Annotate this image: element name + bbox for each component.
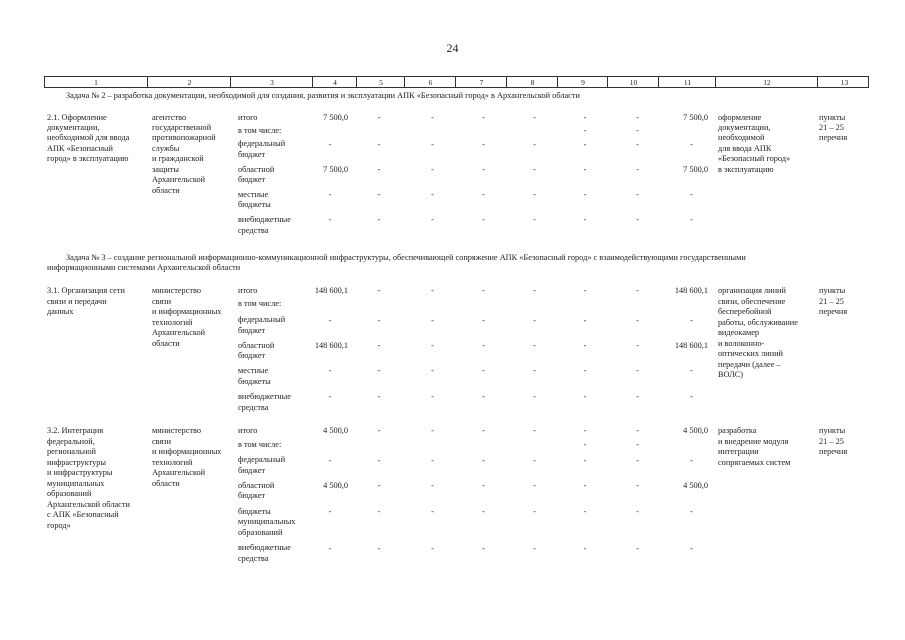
- source-extra-label: средства: [238, 403, 269, 412]
- measure-line: 3.1. Организация сети: [47, 286, 125, 295]
- dash: -: [583, 316, 587, 325]
- header-col-7: 7: [455, 77, 507, 88]
- measure-line: региональной: [47, 447, 96, 456]
- dash: -: [690, 215, 693, 224]
- dash: -: [583, 456, 587, 465]
- measure-line: муниципальных: [47, 479, 105, 488]
- dash: -: [583, 126, 587, 135]
- dash: -: [636, 126, 639, 135]
- dash: -: [583, 507, 587, 516]
- dash: -: [533, 113, 536, 122]
- dash: -: [636, 392, 639, 401]
- ref-line: 21 – 25: [819, 297, 844, 306]
- source-federal-label: федеральный: [238, 139, 286, 148]
- executor-line: технологий: [152, 458, 193, 467]
- dash: -: [636, 140, 639, 149]
- source-incl-label: в том числе:: [238, 299, 282, 308]
- dash: -: [636, 316, 639, 325]
- total-col11: 7 500,0: [683, 113, 708, 122]
- dash: -: [328, 456, 332, 465]
- source-local-label: бюджеты: [238, 200, 271, 209]
- source-regional-label: областной: [238, 341, 275, 350]
- result-line: работы, обслуживание: [718, 318, 798, 327]
- measure-line: инфраструктуры: [47, 458, 106, 467]
- result-line: для ввода АПК: [718, 144, 772, 153]
- dash: -: [636, 215, 639, 224]
- dash: -: [636, 456, 639, 465]
- header-col-5: 5: [356, 77, 405, 88]
- executor-line: и гражданской: [152, 154, 204, 163]
- regional-col11: 7 500,0: [683, 165, 708, 174]
- executor-line: службы: [152, 144, 180, 153]
- dash: -: [482, 140, 485, 149]
- source-total-label: итого: [238, 113, 258, 122]
- result-line: связи, обеспечение: [718, 297, 786, 306]
- dash: -: [690, 190, 693, 199]
- dash: -: [533, 215, 536, 224]
- dash: -: [636, 544, 639, 553]
- dash: -: [533, 140, 536, 149]
- dash: -: [533, 481, 536, 490]
- dash: -: [583, 440, 587, 449]
- source-incl-label: в том числе:: [238, 126, 282, 135]
- dash: -: [533, 507, 536, 516]
- dash: -: [377, 341, 381, 350]
- executor-line: технологий: [152, 318, 193, 327]
- result-line: интеграции: [718, 447, 759, 456]
- dash: -: [482, 190, 485, 199]
- dash: -: [377, 113, 381, 122]
- dash: -: [377, 456, 381, 465]
- executor-line: связи: [152, 437, 172, 446]
- dash: -: [583, 140, 587, 149]
- dash: -: [431, 215, 434, 224]
- dash: -: [583, 366, 587, 375]
- measure-line: 3.2. Интеграция: [47, 426, 104, 435]
- regional-value: 148 600,1: [314, 341, 348, 350]
- task-3-title-cont: информационными системами Архангельской области: [47, 263, 241, 272]
- result-line: и волоконно-: [718, 339, 765, 348]
- dash: -: [482, 366, 485, 375]
- dash: -: [377, 544, 381, 553]
- result-line: «Безопасный город»: [718, 154, 791, 163]
- dash: -: [583, 544, 587, 553]
- ref-line: перечня: [819, 447, 848, 456]
- dash: -: [328, 366, 332, 375]
- dash: -: [690, 140, 693, 149]
- total-col11: 4 500,0: [683, 426, 708, 435]
- header-col-4: 4: [312, 77, 357, 88]
- result-line: сопрягаемых систем: [718, 458, 791, 467]
- source-federal-label: бюджет: [238, 150, 266, 159]
- dash: -: [636, 507, 639, 516]
- dash: -: [533, 544, 536, 553]
- ref-line: пункты: [819, 426, 846, 435]
- dash: -: [583, 215, 587, 224]
- source-local-label: местные: [238, 190, 269, 199]
- dash: -: [377, 481, 381, 490]
- result-line: ВОЛС): [718, 370, 744, 379]
- source-total-label: итого: [238, 286, 258, 295]
- dash: -: [533, 392, 536, 401]
- dash: -: [636, 165, 639, 174]
- source-extra-label: внебюджетные: [238, 215, 291, 224]
- total-col11: 148 600,1: [674, 286, 708, 295]
- dash: -: [533, 190, 536, 199]
- dash: -: [431, 165, 434, 174]
- dash: -: [431, 544, 434, 553]
- executor-line: государственной: [152, 123, 212, 132]
- measure-line: связи и передачи: [47, 297, 107, 306]
- dash: -: [482, 341, 485, 350]
- dash: -: [533, 456, 536, 465]
- dash: -: [533, 426, 536, 435]
- total-value: 148 600,1: [314, 286, 348, 295]
- source-local-label: муниципальных: [238, 517, 296, 526]
- ref-line: пункты: [819, 286, 846, 295]
- executor-line: агентство: [152, 113, 187, 122]
- executor-line: министерство: [152, 286, 202, 295]
- result-line: видеокамер: [718, 328, 760, 337]
- dash: -: [690, 392, 693, 401]
- source-federal-label: федеральный: [238, 315, 286, 324]
- result-line: разработка: [718, 426, 757, 435]
- dash: -: [583, 286, 587, 295]
- result-line: в эксплуатацию: [718, 165, 774, 174]
- header-col-10: 10: [607, 77, 659, 88]
- dash: -: [377, 426, 381, 435]
- dash: -: [431, 392, 434, 401]
- source-local-label: бюджеты: [238, 377, 271, 386]
- measure-line: город»: [47, 521, 71, 530]
- dash: -: [636, 366, 639, 375]
- measure-line: образований: [47, 489, 92, 498]
- dash: -: [377, 316, 381, 325]
- source-regional-label: бюджет: [238, 351, 266, 360]
- executor-line: области: [152, 186, 180, 195]
- dash: -: [482, 507, 485, 516]
- dash: -: [431, 113, 434, 122]
- executor-line: Архангельской: [152, 175, 206, 184]
- header-col-3: 3: [230, 77, 313, 88]
- measure-line: с АПК «Безопасный: [47, 510, 119, 519]
- task-3-title: Задача № 3 – создание региональной информационно-коммуникационной инфраструктуры, обеспечивающей сопряжение АПК «Безопасный город» с взаимодействующими государственными: [66, 253, 746, 262]
- dash: -: [636, 286, 639, 295]
- dash: -: [328, 507, 332, 516]
- dash: -: [328, 544, 332, 553]
- source-federal-label: бюджет: [238, 466, 266, 475]
- dash: -: [583, 190, 587, 199]
- dash: -: [482, 456, 485, 465]
- dash: -: [636, 341, 639, 350]
- dash: -: [482, 316, 485, 325]
- source-extra-label: внебюджетные: [238, 392, 291, 401]
- dash: -: [377, 366, 381, 375]
- measure-line: федеральной,: [47, 437, 95, 446]
- source-incl-label: в том числе:: [238, 440, 282, 449]
- ref-line: 21 – 25: [819, 123, 844, 132]
- header-col-2: 2: [147, 77, 231, 88]
- source-extra-label: средства: [238, 226, 269, 235]
- dash: -: [377, 165, 381, 174]
- dash: -: [377, 392, 381, 401]
- result-line: и внедрение модуля: [718, 437, 789, 446]
- dash: -: [690, 456, 693, 465]
- total-value: 4 500,0: [323, 426, 348, 435]
- header-col-13: 13: [817, 77, 871, 88]
- source-extra-label: внебюджетные: [238, 543, 291, 552]
- header-col-12: 12: [715, 77, 818, 88]
- header-col-9: 9: [557, 77, 608, 88]
- source-extra-label: средства: [238, 554, 269, 563]
- measure-line: АПК «Безопасный: [47, 144, 113, 153]
- dash: -: [636, 440, 639, 449]
- executor-line: противопожарной: [152, 133, 216, 142]
- source-regional-label: областной: [238, 481, 275, 490]
- measure-line: Архангельской области: [47, 500, 130, 509]
- dash: -: [533, 286, 536, 295]
- measure-line: 2.1. Оформление: [47, 113, 107, 122]
- result-line: необходимой: [718, 133, 765, 142]
- dash: -: [431, 190, 434, 199]
- dash: -: [431, 456, 434, 465]
- ref-line: пункты: [819, 113, 846, 122]
- dash: -: [377, 140, 381, 149]
- dash: -: [533, 341, 536, 350]
- ref-line: перечня: [819, 133, 848, 142]
- dash: -: [583, 481, 587, 490]
- source-local-label: местные: [238, 366, 269, 375]
- task-2-title: Задача № 2 – разработка документации, необходимой для создания, развития и эксплуатации АПК «Безопасный город» в Архангельской области: [66, 91, 580, 100]
- dash: -: [533, 366, 536, 375]
- dash: -: [431, 366, 434, 375]
- dash: -: [636, 481, 639, 490]
- executor-line: и информационных: [152, 307, 222, 316]
- dash: -: [377, 190, 381, 199]
- source-federal-label: федеральный: [238, 455, 286, 464]
- dash: -: [583, 392, 587, 401]
- executor-line: области: [152, 479, 180, 488]
- executor-line: Архангельской: [152, 328, 206, 337]
- executor-line: министерство: [152, 426, 202, 435]
- dash: -: [377, 215, 381, 224]
- dash: -: [583, 113, 587, 122]
- regional-col11: 4 500,0: [683, 481, 708, 490]
- dash: -: [583, 165, 587, 174]
- dash: -: [482, 544, 485, 553]
- total-value: 7 500,0: [323, 113, 348, 122]
- regional-value: 4 500,0: [323, 481, 348, 490]
- result-line: документации,: [718, 123, 771, 132]
- dash: -: [431, 316, 434, 325]
- dash: -: [583, 426, 587, 435]
- dash: -: [482, 481, 485, 490]
- page-number: 24: [446, 41, 459, 55]
- measure-line: данных: [47, 307, 74, 316]
- dash: -: [431, 507, 434, 516]
- source-local-label: бюджеты: [238, 507, 271, 516]
- dash: -: [533, 165, 536, 174]
- dash: -: [328, 392, 332, 401]
- source-total-label: итого: [238, 426, 258, 435]
- source-regional-label: бюджет: [238, 175, 266, 184]
- source-regional-label: бюджет: [238, 491, 266, 500]
- dash: -: [690, 544, 693, 553]
- executor-line: области: [152, 339, 180, 348]
- executor-line: связи: [152, 297, 172, 306]
- source-federal-label: бюджет: [238, 326, 266, 335]
- regional-value: 7 500,0: [323, 165, 348, 174]
- dash: -: [431, 341, 434, 350]
- header-col-6: 6: [404, 77, 456, 88]
- result-line: оптических линий: [718, 349, 783, 358]
- dash: -: [690, 507, 693, 516]
- measure-line: город» в эксплуатацию: [47, 154, 129, 163]
- source-regional-label: областной: [238, 165, 275, 174]
- dash: -: [482, 286, 485, 295]
- dash: -: [636, 190, 639, 199]
- dash: -: [636, 113, 639, 122]
- measure-line: и инфраструктуры: [47, 468, 113, 477]
- ref-line: перечня: [819, 307, 848, 316]
- dash: -: [533, 316, 536, 325]
- dash: -: [431, 426, 434, 435]
- dash: -: [377, 286, 381, 295]
- dash: -: [431, 286, 434, 295]
- dash: -: [583, 341, 587, 350]
- dash: -: [690, 316, 693, 325]
- ref-line: 21 – 25: [819, 437, 844, 446]
- dash: -: [482, 392, 485, 401]
- measure-line: документации,: [47, 123, 100, 132]
- dash: -: [482, 215, 485, 224]
- executor-line: Архангельской: [152, 468, 206, 477]
- executor-line: и информационных: [152, 447, 222, 456]
- dash: -: [482, 426, 485, 435]
- dash: -: [431, 481, 434, 490]
- result-line: организация линий: [718, 286, 786, 295]
- regional-col11: 148 600,1: [674, 341, 708, 350]
- header-col-11: 11: [658, 77, 716, 88]
- dash: -: [328, 316, 332, 325]
- dash: -: [328, 215, 332, 224]
- dash: -: [482, 165, 485, 174]
- measure-line: необходимой для ввода: [47, 133, 130, 142]
- dash: -: [431, 140, 434, 149]
- executor-line: защиты: [152, 165, 179, 174]
- dash: -: [636, 426, 639, 435]
- header-col-8: 8: [506, 77, 558, 88]
- dash: -: [328, 190, 332, 199]
- header-col-1: 1: [94, 78, 98, 87]
- result-line: оформление: [718, 113, 762, 122]
- dash: -: [377, 507, 381, 516]
- dash: -: [328, 140, 332, 149]
- dash: -: [482, 113, 485, 122]
- result-line: бесперебойной: [718, 307, 772, 316]
- source-local-label: образований: [238, 528, 283, 537]
- result-line: передачи (далее –: [718, 360, 781, 369]
- dash: -: [690, 366, 693, 375]
- table-header-row: [44, 76, 869, 88]
